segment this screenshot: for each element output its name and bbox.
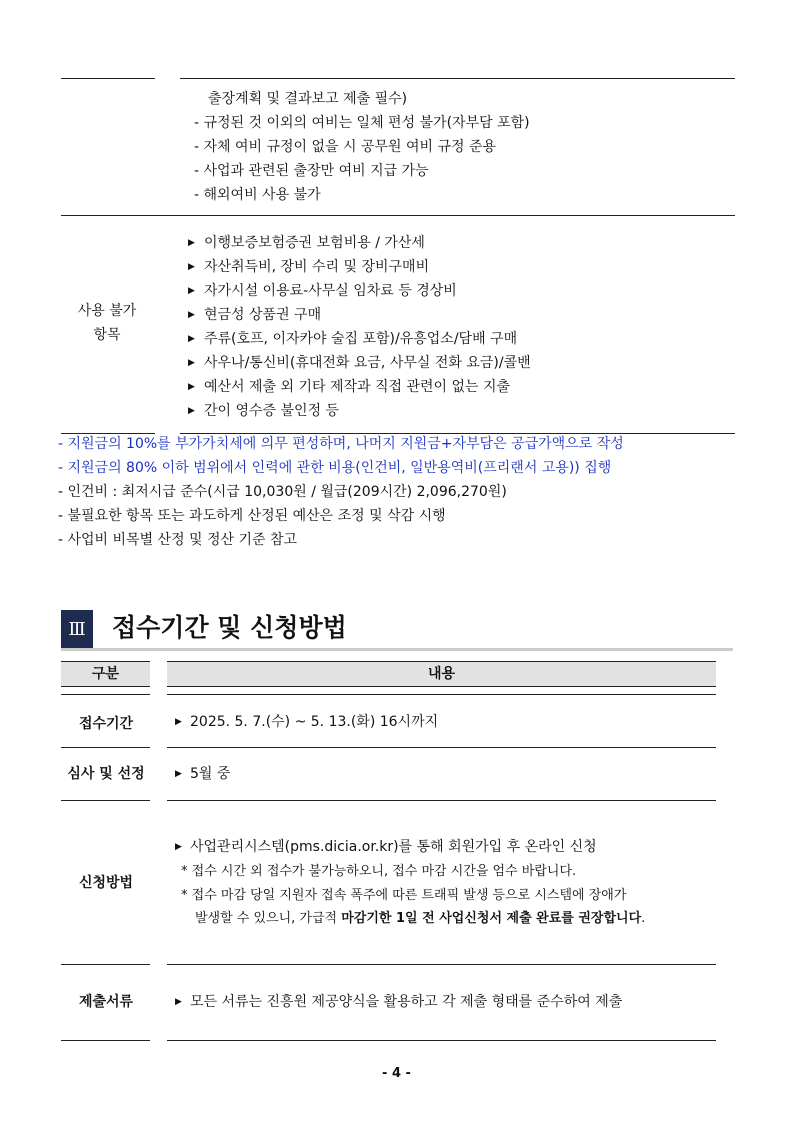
prohibited-label-line1: 사용 불가 (77, 303, 137, 319)
travel-line-0: 출장계획 및 결과보고 제출 필수) (208, 91, 408, 107)
row-value-documents: 모든 서류는 진흥원 제공양식을 활용하고 각 제출 형태를 준수하여 제출 (190, 994, 623, 1010)
prohibited-item: 현금성 상품권 구매 (204, 307, 322, 323)
table1-top-rule-left (61, 78, 155, 79)
prohibited-item: 간이 영수증 불인정 등 (204, 403, 340, 419)
bullet-icon: ▶ (175, 769, 182, 779)
prohibited-item: 예산서 제출 외 기타 제작과 직접 관련이 없는 지출 (204, 379, 511, 395)
table1-top-rule-right (180, 78, 735, 79)
table2-rule-left (61, 747, 150, 748)
table2-bottom-rule-left (61, 1040, 150, 1041)
travel-line-2: - 자체 여비 규정이 없을 시 공무원 여비 규정 준용 (194, 139, 497, 155)
note-reference: - 사업비 비목별 산정 및 정산 기준 참고 (58, 532, 298, 548)
note-personnel-cost: - 지원금의 80% 이하 범위에서 인력에 관한 비용(인건비, 일반용역비(프리랜서 고용)) 집행 (58, 460, 612, 476)
row-value-method: 사업관리시스템(pms.dicia.or.kr)를 통해 회원가입 후 온라인 신청 (190, 839, 597, 855)
table2-rule-left (61, 694, 150, 695)
note-vat: - 지원금의 10%를 부가가치세에 의무 편성하며, 나머지 지원금+자부담은 공급가액으로 작성 (58, 436, 624, 452)
table2-rule-right (167, 747, 716, 748)
note-wage: - 인건비 : 최저시급 준수(시급 10,030원 / 월급(209시간) 2,096,270원) (58, 484, 507, 500)
section-number-badge: Ⅲ (61, 610, 93, 648)
table1-row-divider (61, 215, 735, 216)
prohibited-item: 이행보증보험증권 보험비용 / 가산세 (204, 235, 425, 251)
row-value-period: 2025. 5. 7.(수) ~ 5. 13.(화) 16시까지 (190, 714, 439, 730)
travel-line-1: - 규정된 것 이외의 여비는 일체 편성 불가(자부담 포함) (194, 115, 530, 131)
prohibited-item: 주류(호프, 이자카야 술집 포함)/유흥업소/담배 구매 (204, 331, 518, 347)
table2-rule-left (61, 800, 150, 801)
recommend-end-text: . (641, 911, 646, 926)
recommend-bold-text: 마감기한 1일 전 사업신청서 제출 완료를 권장합니다 (341, 911, 642, 926)
bullet-icon: ▶ (188, 262, 195, 272)
table2-header-content: 내용 (167, 661, 716, 687)
section-title-rule (61, 648, 733, 651)
bullet-icon: ▶ (188, 358, 195, 368)
travel-line-3: - 사업과 관련된 출장만 여비 지급 가능 (194, 163, 429, 179)
bullet-icon: ▶ (188, 334, 195, 344)
table2-rule-right (167, 694, 716, 695)
table2-bottom-rule-right (167, 1040, 716, 1041)
bullet-icon: ▶ (175, 842, 182, 852)
row-label-period: 접수기간 (78, 716, 134, 732)
bullet-icon: ▶ (175, 997, 182, 1007)
table2-rule-right (167, 800, 716, 801)
row-note-recommend (195, 907, 645, 931)
bullet-icon: ▶ (188, 382, 195, 392)
prohibited-item: 자가시설 이용료-사무실 임차료 등 경상비 (204, 283, 457, 299)
bullet-icon: ▶ (188, 406, 195, 416)
page-number: - 4 - (382, 1066, 411, 1081)
row-note-deadline: * 접수 시간 외 접수가 불가능하오니, 접수 마감 시간을 엄수 바랍니다. (181, 864, 577, 879)
note-budget-adjust: - 불필요한 항목 또는 과도하게 산정된 예산은 조정 및 삭감 시행 (58, 508, 446, 524)
table2-rule-right (167, 964, 716, 965)
prohibited-item: 자산취득비, 장비 수리 및 장비구매비 (204, 259, 430, 275)
row-label-method: 신청방법 (78, 875, 134, 891)
bullet-icon: ▶ (188, 310, 195, 320)
row-label-documents: 제출서류 (78, 994, 134, 1010)
bullet-icon: ▶ (175, 717, 182, 727)
table2-header-category: 구분 (61, 661, 150, 687)
row-value-review: 5월 중 (190, 766, 231, 782)
travel-line-4: - 해외여비 사용 불가 (194, 187, 321, 203)
bullet-icon: ▶ (188, 238, 195, 248)
table2-rule-left (61, 964, 150, 965)
row-note-traffic: * 접수 마감 당일 지원자 접속 폭주에 따른 트래픽 발생 등으로 시스템에 장애가 (181, 888, 627, 903)
row-label-review: 심사 및 선정 (67, 766, 145, 782)
bullet-icon: ▶ (188, 286, 195, 296)
section-title: 접수기간 및 신청방법 (112, 613, 347, 642)
prohibited-label-line2: 항목 (93, 327, 121, 343)
recommend-plain-text: 발생할 수 있으니, 가급적 (195, 911, 342, 926)
prohibited-item: 사우나/통신비(휴대전화 요금, 사무실 전화 요금)/콜밴 (204, 355, 531, 371)
